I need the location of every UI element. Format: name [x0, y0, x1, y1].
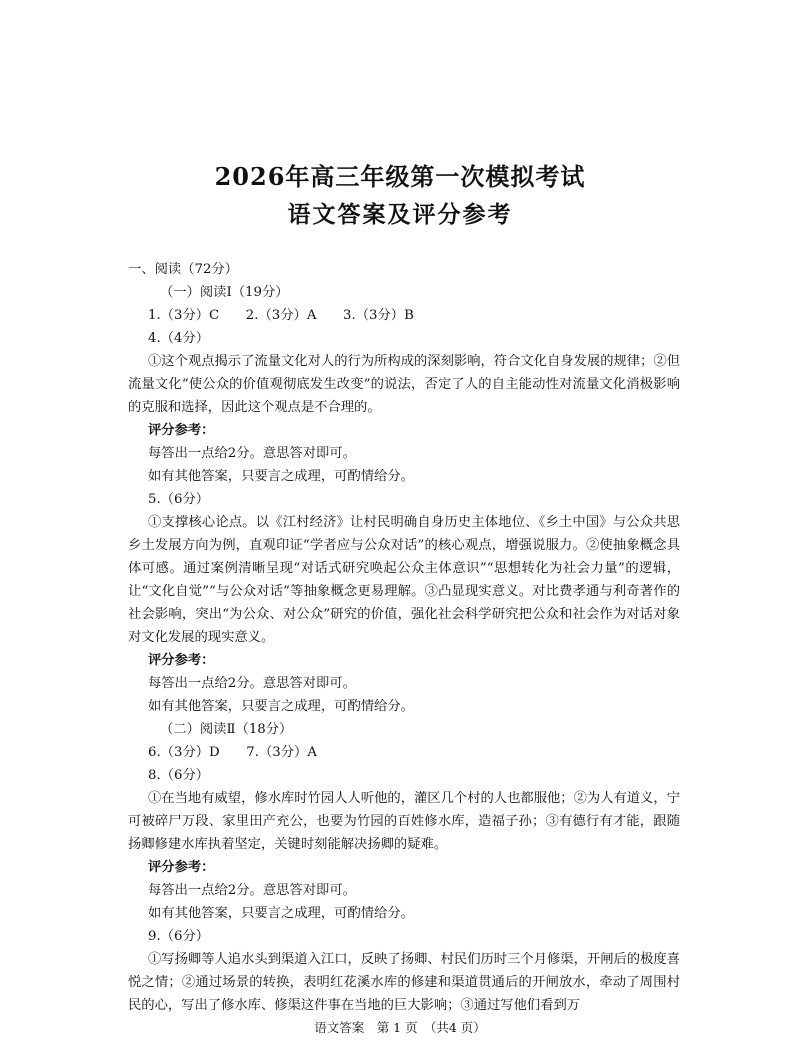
scoring-reference-label: 评分参考：	[148, 653, 215, 668]
scoring-rule: 每答出一点给2分。意思答对即可。	[148, 676, 356, 691]
scoring-rule: 如有其他答案，只要言之成理，可酌情给分。	[148, 906, 414, 921]
question-9-answer: ①写扬卿等人追水头到渠道入江口，反映了扬卿、村民们历时三个月修渠，开闸后的极度喜悦之情；②通过场景的转换，表明红花溪水库的修建和渠道贯通后的开闸放水，牵动了周围村民的心，写出了修水库、修渠这件事在当地的巨大影响；③通过写他们看到万	[128, 952, 680, 1013]
answers-q1-q3: 1.（3分）C 2.（3分）A 3.（3分）B	[148, 308, 414, 323]
question-8-answer: ①在当地有威望，修水库时竹园人人听他的，灌区几个村的人也都服他；②为人有道义，宁可被碎尸万段、家里田产充公，也要为竹园的百姓修水库，造福子孙；③有德行有才能，跟随扬卿修建水库执着坚定，关键时刻能解决扬卿的疑难。	[128, 791, 680, 852]
scoring-rule: 每答出一点给2分。意思答对即可。	[148, 883, 356, 898]
subsection-reading-1: （一）阅读Ⅰ（19分）	[160, 285, 289, 300]
title-block	[0, 160, 800, 232]
subsection-reading-2: （二）阅读Ⅱ（18分）	[160, 722, 293, 737]
section-heading-reading: 一、阅读（72分）	[128, 262, 238, 277]
answers-q6-q7: 6.（3分）D 7.（3分）A	[148, 745, 317, 760]
question-5-label: 5.（6分）	[148, 492, 210, 507]
scoring-reference-label: 评分参考：	[148, 423, 215, 438]
scoring-rule: 如有其他答案，只要言之成理，可酌情给分。	[148, 699, 414, 714]
question-4-answer: ①这个观点揭示了流量文化对人的行为所构成的深刻影响，符合文化自身发展的规律；②但流量文化“使公众的价值观彻底发生改变”的说法，否定了人的自主能动性对流量文化消极影响的克服和选择，因此这个观点是不合理的。	[128, 354, 680, 415]
scoring-rule: 如有其他答案，只要言之成理，可酌情给分。	[148, 469, 414, 484]
scoring-reference-label: 评分参考：	[148, 860, 215, 875]
answer-content	[128, 258, 680, 1017]
question-5-answer: ①支撑核心论点。以《江村经济》让村民明确自身历史主体地位、《乡土中国》与公众共思乡土发展方向为例，直观印证“学者应与公众对话”的核心观点，增强说服力。②使抽象概念具体可感。通过案例清晰呈现“对话式研究唤起公众主体意识”“思想转化为社会力量”的逻辑，让“文化自觉”“与公众对话”等抽象概念更易理解。③凸显现实意义。对比费孝通与利奇著作的社会影响，突出“为公众、对公众”研究的价值，强化社会科学研究把公众和社会作为对话对象对文化发展的现实意义。	[128, 515, 680, 645]
scoring-rule: 每答出一点给2分。意思答对即可。	[148, 446, 356, 461]
page-footer: 语文答案 第 1 页 （共4 页）	[314, 1020, 486, 1035]
question-4-label: 4.（4分）	[148, 331, 210, 346]
question-9-label: 9.（6分）	[148, 929, 210, 944]
question-8-label: 8.（6分）	[148, 768, 210, 783]
exam-title: 2026年高三年级第一次模拟考试	[214, 162, 586, 191]
exam-subtitle: 语文答案及评分参考	[287, 201, 513, 228]
